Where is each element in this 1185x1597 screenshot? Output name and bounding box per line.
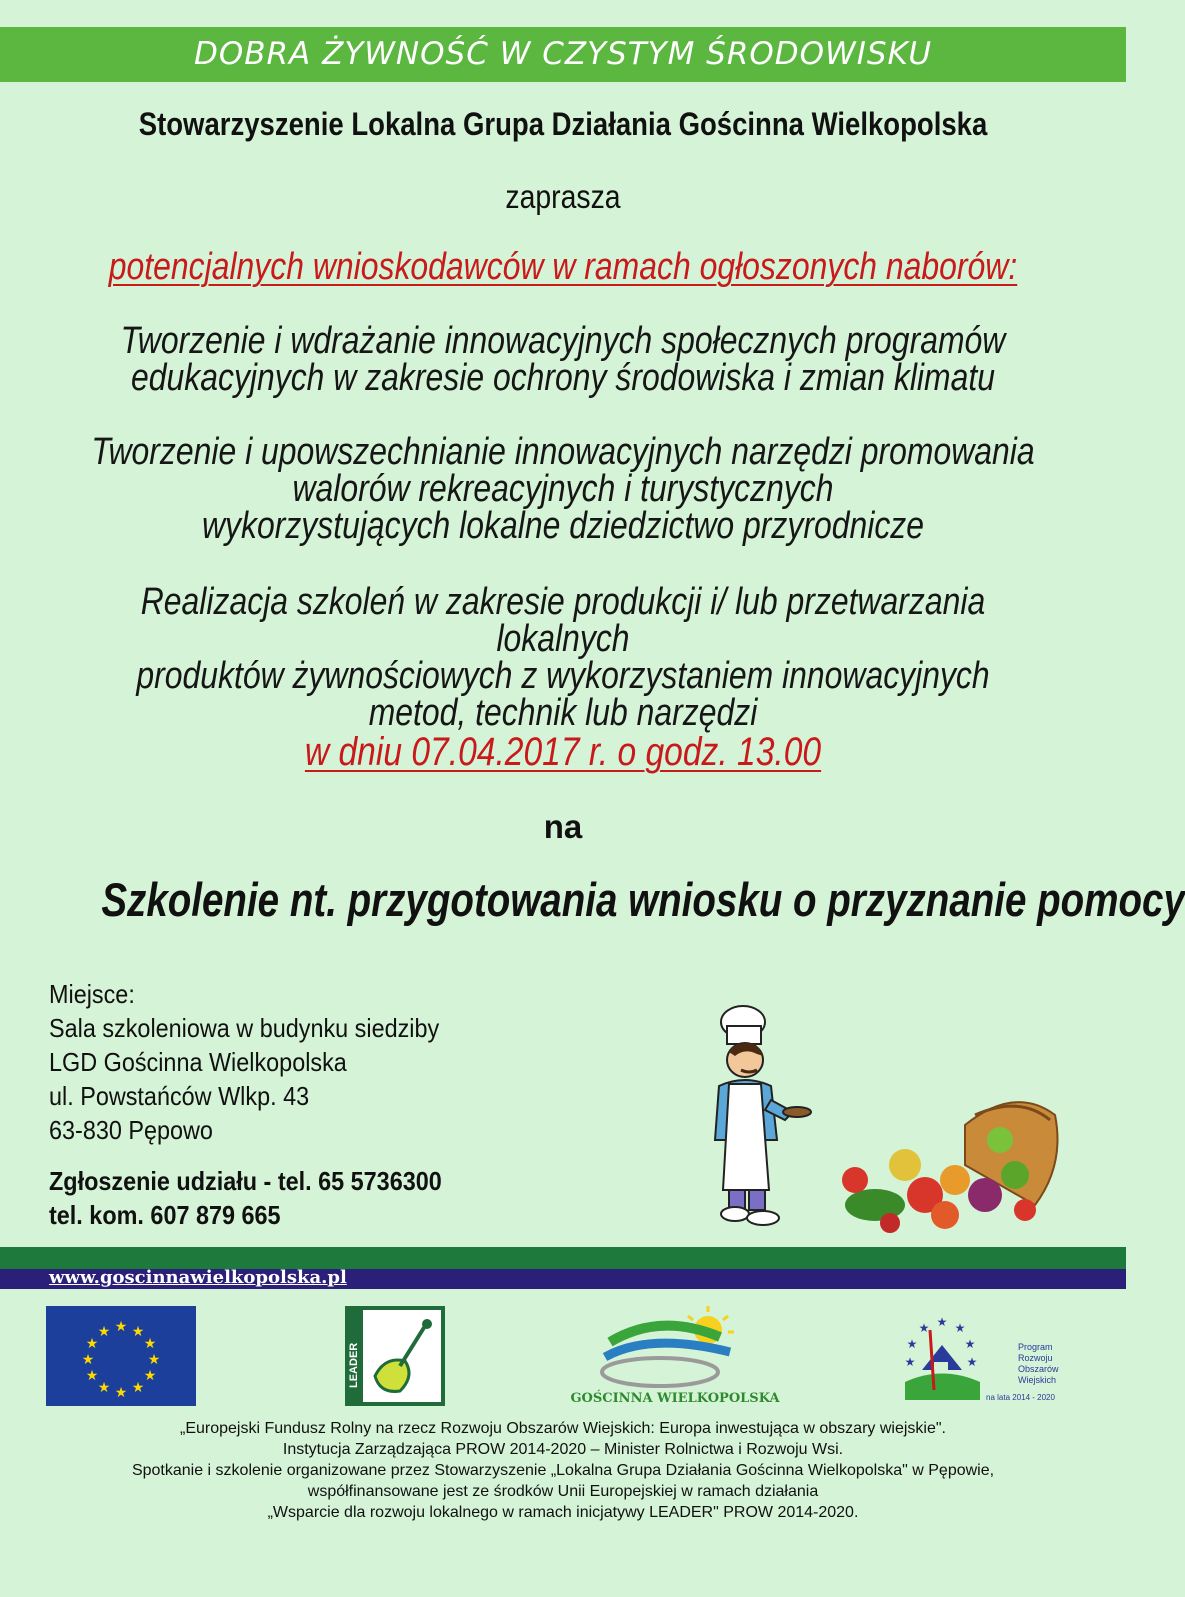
prow-line: Wiejskich: [1018, 1375, 1057, 1385]
event-date: [90, 730, 1036, 775]
svg-text:★: ★: [143, 1368, 157, 1384]
category-line: Tworzenie i upowszechnianie innowacyjnych narzędzi promowania: [91, 431, 1035, 473]
eu-flag-logo: [46, 1306, 196, 1406]
footer-line: „Wsparcie dla rozwoju lokalnego w ramach inicjatywy LEADER" PROW 2014-2020.: [267, 1504, 859, 1521]
audience-text: [90, 246, 1036, 289]
category-line: walorów rekreacyjnych i turystycznych: [292, 468, 834, 510]
prow-years: na lata 2014 - 2020: [986, 1393, 1055, 1402]
venue-line: LGD Gościnna Wielkopolska: [49, 1047, 347, 1077]
prow-logo: [900, 1310, 1070, 1405]
event-title: Szkolenie nt. przygotowania wniosku o przyznanie pomocy: [101, 873, 1185, 926]
svg-text:★: ★: [918, 1321, 930, 1335]
footer-line: Spotkanie i szkolenie organizowane przez Stowarzyszenie „Lokalna Grupa Działania Gościnna Wielkopolska" w Pępowie,: [131, 1462, 995, 1479]
venue-label: Miejsce:: [49, 979, 135, 1009]
category-line: Realizacja szkoleń w zakresie produkcji i/ lub przetwarzania lokalnych: [140, 581, 986, 660]
contact-mobile: tel. kom. 607 879 665: [49, 1200, 281, 1230]
audience-label: potencjalnych wnioskodawców w ramach ogłoszonych naborów:: [108, 246, 1018, 288]
svg-text:★: ★: [131, 1380, 145, 1396]
svg-text:★: ★: [966, 1355, 978, 1369]
svg-text:★: ★: [114, 1385, 128, 1401]
category-line: edukacyjnych w zakresie ochrony środowiska i zmian klimatu: [131, 357, 995, 399]
svg-text:★: ★: [81, 1352, 95, 1368]
footer-line: Instytucja Zarządzająca PROW 2014-2020 – Minister Rolnictwa i Rozwoju Wsi.: [282, 1441, 844, 1458]
organizer-name: Stowarzyszenie Lokalna Grupa Działania Gościnna Wielkopolska: [138, 106, 988, 142]
category-3: [90, 581, 1036, 734]
top-banner: DOBRA ŻYWNOŚĆ W CZYSTYM ŚRODOWISKU: [0, 27, 1126, 82]
svg-text:★: ★: [954, 1321, 966, 1335]
invite-text: zaprasza: [505, 178, 621, 215]
prow-line: Rozwoju: [1018, 1353, 1053, 1363]
svg-text:★: ★: [85, 1368, 99, 1384]
lgd-label: GOŚCINNA WIELKOPOLSKA: [570, 1391, 780, 1406]
contact-phone: Zgłoszenie udziału - tel. 65 5736300: [49, 1166, 442, 1196]
category-line: Tworzenie i wdrażanie innowacyjnych społecznych programów: [120, 320, 1006, 362]
svg-text:★: ★: [131, 1324, 145, 1340]
svg-text:★: ★: [97, 1380, 111, 1396]
svg-text:★: ★: [936, 1315, 948, 1329]
venue-line: Sala szkoleniowa w budynku siedziby: [49, 1013, 440, 1043]
svg-text:★: ★: [97, 1324, 111, 1340]
category-line: produktów żywnościowych z wykorzystaniem innowacyjnych: [136, 655, 990, 697]
category-line: wykorzystujących lokalne dziedzictwo przyrodnicze: [201, 505, 925, 547]
svg-text:★: ★: [906, 1337, 918, 1351]
category-2: [90, 431, 1036, 547]
svg-text:★: ★: [964, 1337, 976, 1351]
leader-logo: [345, 1306, 445, 1406]
website-link[interactable]: www.goscinnawielkopolska.pl: [49, 1267, 347, 1288]
contact-block: [49, 1164, 442, 1232]
svg-text:★: ★: [85, 1336, 99, 1352]
lgd-logo: [570, 1302, 780, 1410]
prow-line: Program: [1018, 1342, 1053, 1352]
svg-text:★: ★: [904, 1355, 916, 1369]
connector-text: na: [543, 808, 583, 845]
svg-text:★: ★: [147, 1352, 161, 1368]
venue-block: [49, 977, 439, 1147]
vegetables-illustration: [815, 1085, 1065, 1235]
prow-line: Obszarów: [1018, 1364, 1059, 1374]
footer-line: współfinansowane jest ze środków Unii Europejskiej w ramach działania: [307, 1483, 819, 1500]
category-1: [90, 320, 1036, 399]
footer-line: „Europejski Fundusz Rolny na rzecz Rozwoju Obszarów Wiejskich: Europa inwestująca w obszary wiejskie".: [180, 1420, 946, 1437]
event-date-label: w dniu 07.04.2017 r. o godz. 13.00: [304, 730, 822, 774]
funding-footer: [0, 1418, 1126, 1523]
leader-label: LEADER: [348, 1342, 360, 1388]
venue-line: 63-830 Pępowo: [49, 1115, 213, 1145]
svg-text:★: ★: [143, 1336, 157, 1352]
svg-text:★: ★: [114, 1319, 128, 1335]
venue-line: ul. Powstańców Wlkp. 43: [49, 1081, 310, 1111]
category-line: metod, technik lub narzędzi: [368, 692, 758, 734]
footer-green-bar: [0, 1247, 1126, 1269]
chef-illustration: [705, 1000, 825, 1230]
